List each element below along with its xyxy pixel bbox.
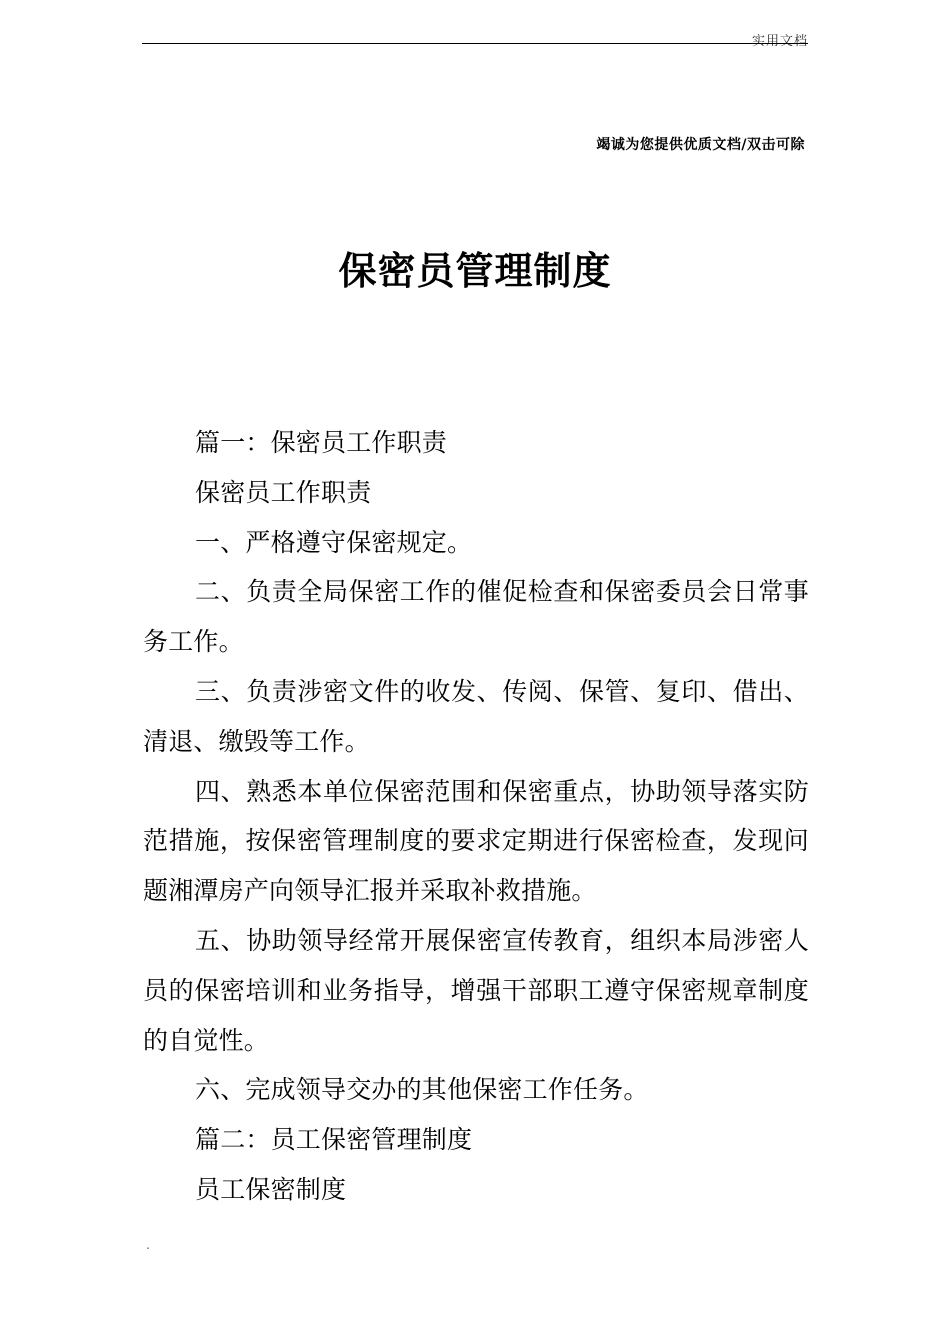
paragraph: 五、协助领导经常开展保密宣传教育，组织本局涉密人员的保密培训和业务指导，增强干部职工遵守保密规章制度的自觉性。 [143,925,809,1055]
paragraph: 篇二：员工保密管理制度 [195,1125,473,1155]
paragraph: 一、严格遵守保密规定。 [195,527,473,557]
document-title: 保密员管理制度 [338,249,612,293]
paragraph: 六、完成领导交办的其他保密工作任务。 [195,1075,649,1105]
header-rule [142,43,808,44]
paragraph: 二、负责全局保密工作的催促检查和保密委员会日常事务工作。 [143,577,809,657]
paragraph: 员工保密制度 [195,1174,347,1204]
paragraph: 篇一：保密员工作职责 [195,428,448,457]
paragraph: 三、负责涉密文件的收发、传阅、保管、复印、借出、清退、缴毁等工作。 [143,676,809,756]
paragraph: 保密员工作职责 [195,477,372,507]
tagline: 竭诚为您提供优质文档/双击可除 [596,137,805,153]
header-label: 实用文档 [751,34,808,49]
footer-mark: . [146,1238,150,1252]
document-body [143,418,809,1215]
paragraph: 四、熟悉本单位保密范围和保密重点，协助领导落实防范措施，按保密管理制度的要求定期进行保密检查，发现问题湘潭房产向领导汇报并采取补救措施。 [143,776,809,906]
